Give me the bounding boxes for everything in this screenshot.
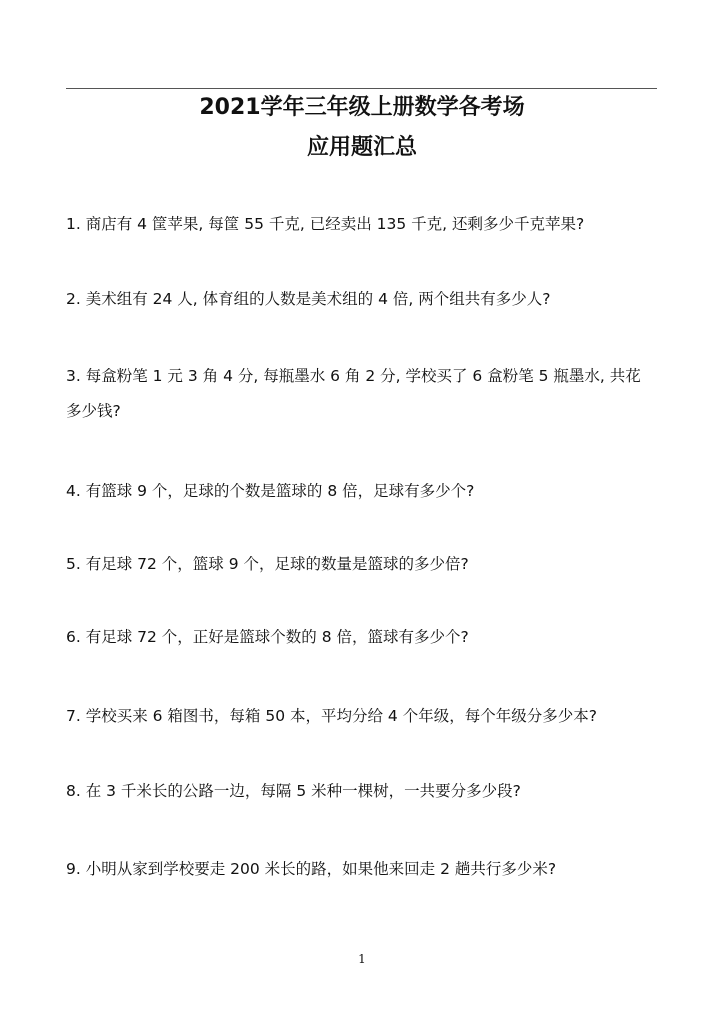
header-rule [66,88,657,89]
question-2: 2. 美术组有 24 人, 体育组的人数是美术组的 4 倍, 两个组共有多少人? [66,290,551,308]
question-3-continuation: 多少钱? [66,402,121,420]
document-subtitle: 应用题汇总 [306,135,417,160]
document-title: 2021学年三年级上册数学各考场 [199,95,525,120]
question-1: 1. 商店有 4 筐苹果, 每筐 55 千克, 已经卖出 135 千克, 还剩多少千克苹果? [66,215,585,233]
question-4: 4. 有篮球 9 个，足球的个数是篮球的 8 倍，足球有多少个? [66,482,475,500]
question-5: 5. 有足球 72 个，篮球 9 个，足球的数量是篮球的多少倍? [66,555,469,573]
question-3: 3. 每盒粉笔 1 元 3 角 4 分, 每瓶墨水 6 角 2 分, 学校买了 6 盒粉笔 5 瓶墨水, 共花 [66,367,641,385]
question-7: 7. 学校买来 6 箱图书，每箱 50 本，平均分给 4 个年级，每个年级分多少本? [66,707,597,725]
question-9: 9. 小明从家到学校要走 200 米长的路，如果他来回走 2 趟共行多少米? [66,860,557,878]
question-6: 6. 有足球 72 个，正好是篮球个数的 8 倍，篮球有多少个? [66,628,469,646]
question-8: 8. 在 3 千米长的公路一边，每隔 5 米种一棵树，一共要分多少段? [66,782,521,800]
page-number: 1 [358,952,366,966]
